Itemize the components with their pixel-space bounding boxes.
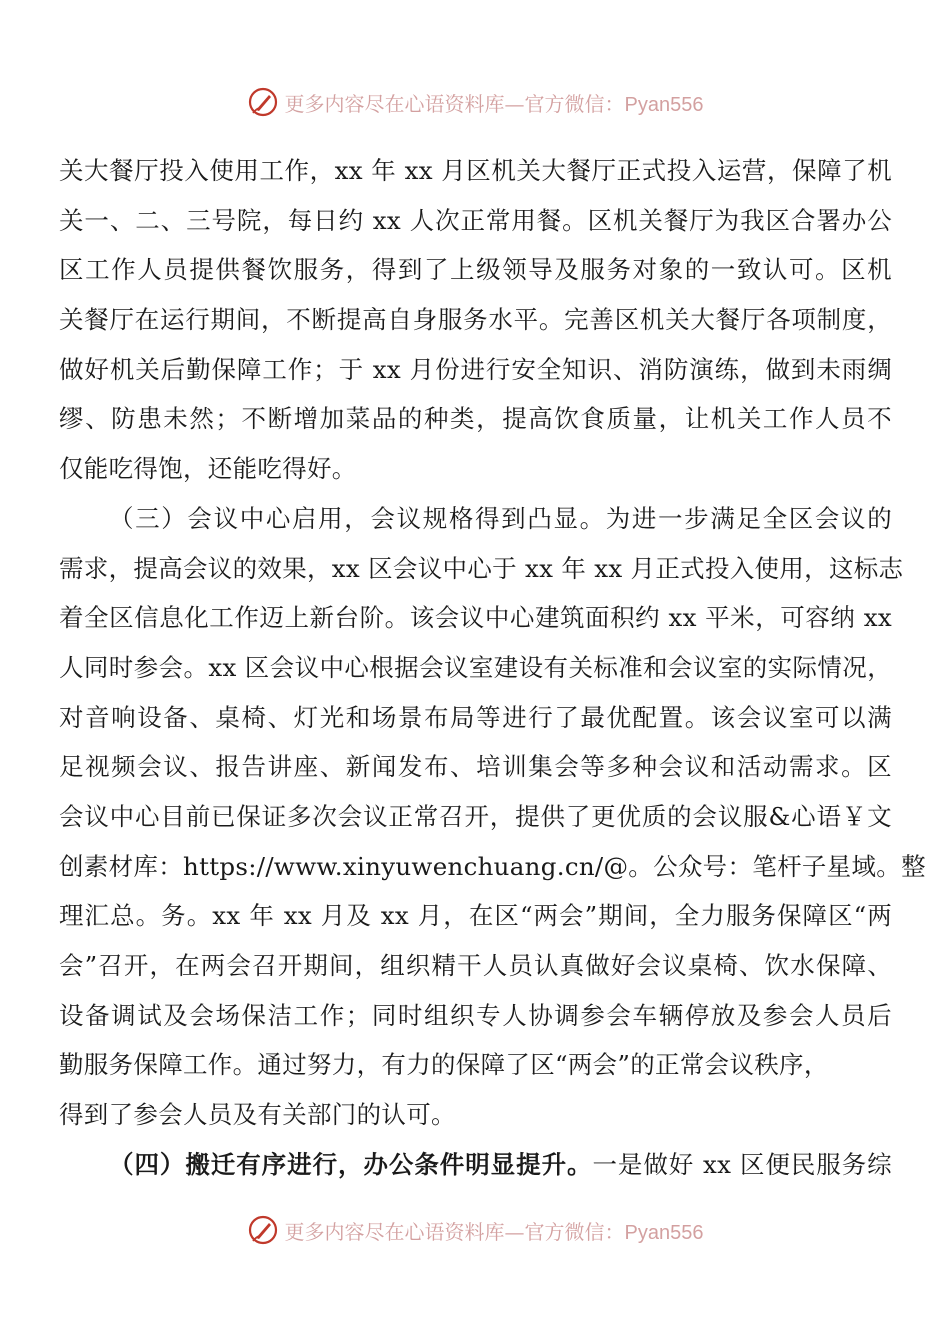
footer-watermark-banner [0,1210,950,1250]
text-line: 创素材库：https://www.xinyuwenchuang.cn/@。公众号：笔杆子星域。整 [59,851,926,881]
bold-heading: （四）搬迁有序进行，办公条件明显提升。 [109,1149,593,1179]
text-line: 关餐厅在运行期间，不断提高自身服务水平。完善区机关大餐厅各项制度， [59,305,892,335]
text-line: 区工作人员提供餐饮服务，得到了上级领导及服务对象的一致认可。区机 [59,255,892,285]
text-line: 对音响设备、桌椅、灯光和场景布局等进行了最优配置。该会议室可以满 [59,702,892,732]
text-line: 足视频会议、报告讲座、新闻发布、培训集会等多种会议和活动需求。区 [59,752,892,782]
banner-text: 更多内容尽在心语资料库—官方微信：Pyan556 [284,1219,704,1244]
text-line: 设备调试及会场保洁工作；同时组织专人协调参会车辆停放及参会人员后 [59,1000,892,1030]
text-line: 人同时参会。xx 区会议中心根据会议室建设有关标准和会议室的实际情况， [59,652,892,682]
banner-text: 更多内容尽在心语资料库—官方微信：Pyan556 [284,91,704,116]
text-line: 会”召开，在两会召开期间，组织精干人员认真做好会议桌椅、饮水保障、 [59,951,892,980]
quill-logo-icon [247,1214,279,1246]
text-line: 需求，提高会议的效果，xx 区会议中心于 xx 年 xx 月正式投入使用，这标志 [59,553,904,583]
text-line: 关大餐厅投入使用工作，xx 年 xx 月区机关大餐厅正式投入运营，保障了机 [59,156,892,185]
text-line: 关一、二、三号院，每日约 xx 人次正常用餐。区机关餐厅为我区合署办公 [59,205,892,235]
text-line: 会议中心目前已保证多次会议正常召开，提供了更优质的会议服&心语￥文 [59,801,892,831]
text-line: 缪、防患未然；不断增加菜品的种类，提高饮食质量，让机关工作人员不 [59,404,892,434]
heading-continuation: 一是做好 xx 区便民服务综 [592,1149,892,1179]
section-heading-line: （三）会议中心启用，会议规格得到凸显。为进一步满足全区会议的 [109,503,892,533]
text-line: 做好机关后勤保障工作；于 xx 月份进行安全知识、消防演练，做到未雨绸 [59,354,892,384]
header-watermark-banner [0,82,950,122]
text-line: 仅能吃得饱，还能吃得好。 [59,454,357,484]
text-line: 勤服务保障工作。通过努力，有力的保障了区“两会”的正常会议秩序， [59,1050,829,1080]
section-heading-line [59,1140,892,1190]
document-body [59,146,926,1189]
text-line: 理汇总。务。xx 年 xx 月及 xx 月，在区“两会”期间，全力服务保障区“两 [59,901,892,931]
quill-logo-icon [247,86,279,118]
text-line: 着全区信息化工作迈上新台阶。该会议中心建筑面积约 xx 平米，可容纳 xx [59,603,892,633]
text-line: 得到了参会人员及有关部门的认可。 [59,1100,456,1130]
